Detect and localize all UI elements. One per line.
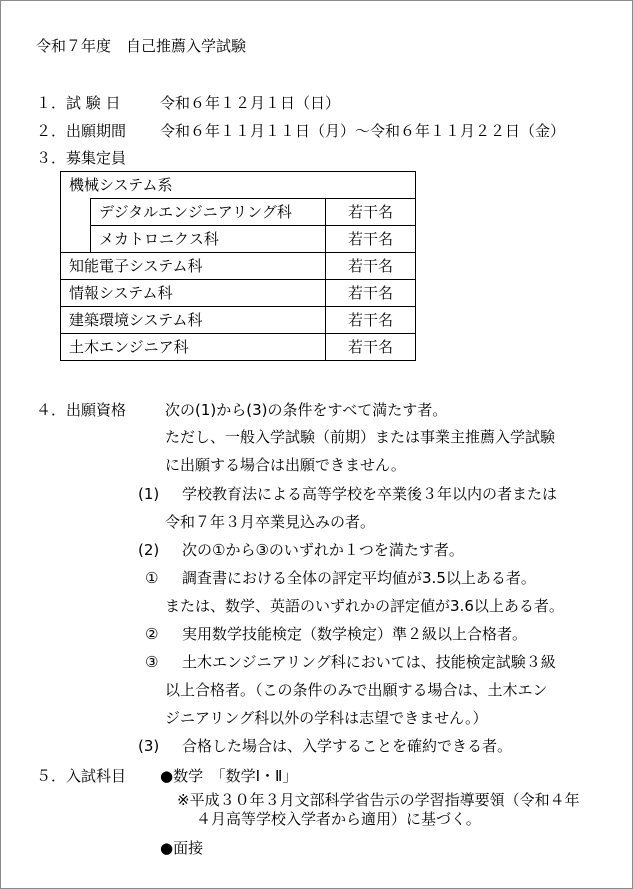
group-indent-cell bbox=[61, 199, 91, 253]
sub-condition-text: または、数学、英語のいずれかの評定値が3.6以上ある者。 bbox=[165, 597, 564, 615]
subjects-label: ５．入試科目 bbox=[36, 767, 127, 785]
condition-marker: (2) bbox=[138, 541, 160, 559]
eligibility-label: ４．出願資格 bbox=[36, 401, 127, 419]
table-row bbox=[61, 307, 416, 334]
application-period-label: ２．出願期間 bbox=[36, 122, 127, 140]
department-quota: 若干名 bbox=[326, 307, 416, 334]
application-period-value: 令和６年１１月１１日（月）～令和６年１１月２２日（金） bbox=[160, 122, 566, 140]
sub-condition-marker: ① bbox=[145, 569, 159, 587]
subject-math: ●数学 「数学Ⅰ・Ⅱ」 bbox=[160, 767, 298, 785]
sub-condition-text: ジニアリング科以外の学科は志望できません。） bbox=[165, 709, 488, 727]
table-row bbox=[61, 172, 416, 199]
department-name: 土木エンジニア科 bbox=[61, 334, 326, 361]
sub-condition-text: 以上合格者。（この条件のみで出願する場合は、土木エン bbox=[165, 681, 548, 699]
table-row bbox=[61, 226, 416, 253]
recruitment-label: ３．募集定員 bbox=[36, 149, 127, 167]
subject-interview: ●面接 bbox=[160, 839, 204, 857]
eligibility-note: ただし、一般入学試験（前期）または事業主推薦入学試験 bbox=[165, 428, 556, 446]
recruitment-table bbox=[60, 171, 416, 361]
subject-math-note: ４月高等学校入学者から適用）に基づく。 bbox=[196, 810, 481, 828]
department-name: 知能電子システム科 bbox=[61, 253, 326, 280]
sub-condition-text: 実用数学技能検定（数学検定）準２級以上合格者。 bbox=[182, 625, 528, 643]
table-row bbox=[61, 280, 416, 307]
condition-text: 令和７年３月卒業見込みの者。 bbox=[165, 513, 376, 531]
department-name: 情報システム科 bbox=[61, 280, 326, 307]
department-name: メカトロニクス科 bbox=[91, 226, 326, 253]
department-group-name: 機械システム系 bbox=[61, 172, 416, 199]
condition-text: 次の①から③のいずれか１つを満たす者。 bbox=[182, 541, 464, 559]
exam-date-label: １．試 験 日 bbox=[36, 94, 121, 112]
subject-math-note: ※平成３０年３月文部科学省告示の学習指導要領（令和４年 bbox=[177, 791, 580, 809]
sub-condition-text: 土木エンジニアリング科においては、技能検定試験３級 bbox=[182, 653, 556, 671]
condition-marker: (3) bbox=[138, 737, 160, 755]
condition-text: 合格した場合は、入学することを確約できる者。 bbox=[182, 737, 513, 755]
condition-text: 学校教育法による高等学校を卒業後３年以内の者または bbox=[182, 485, 558, 503]
department-name: 建築環境システム科 bbox=[61, 307, 326, 334]
department-quota: 若干名 bbox=[326, 226, 416, 253]
table-row bbox=[61, 253, 416, 280]
department-quota: 若干名 bbox=[326, 280, 416, 307]
document-title: 令和７年度 自己推薦入学試験 bbox=[36, 37, 247, 55]
eligibility-note: に出願する場合は出願できません。 bbox=[165, 456, 406, 474]
department-quota: 若干名 bbox=[326, 253, 416, 280]
eligibility-intro: 次の(1)から(3)の条件をすべて満たす者。 bbox=[165, 401, 448, 419]
sub-condition-text: 調査書における全体の評定平均値が3.5以上ある者。 bbox=[182, 569, 536, 587]
table-row bbox=[61, 334, 416, 361]
exam-date-value: 令和６年１２月１日（日） bbox=[160, 94, 341, 112]
sub-condition-marker: ② bbox=[145, 625, 159, 643]
department-name: デジタルエンジニアリング科 bbox=[91, 199, 326, 226]
sub-condition-marker: ③ bbox=[145, 653, 159, 671]
department-quota: 若干名 bbox=[326, 334, 416, 361]
table-row bbox=[61, 199, 416, 226]
department-quota: 若干名 bbox=[326, 199, 416, 226]
condition-marker: (1) bbox=[138, 485, 160, 503]
